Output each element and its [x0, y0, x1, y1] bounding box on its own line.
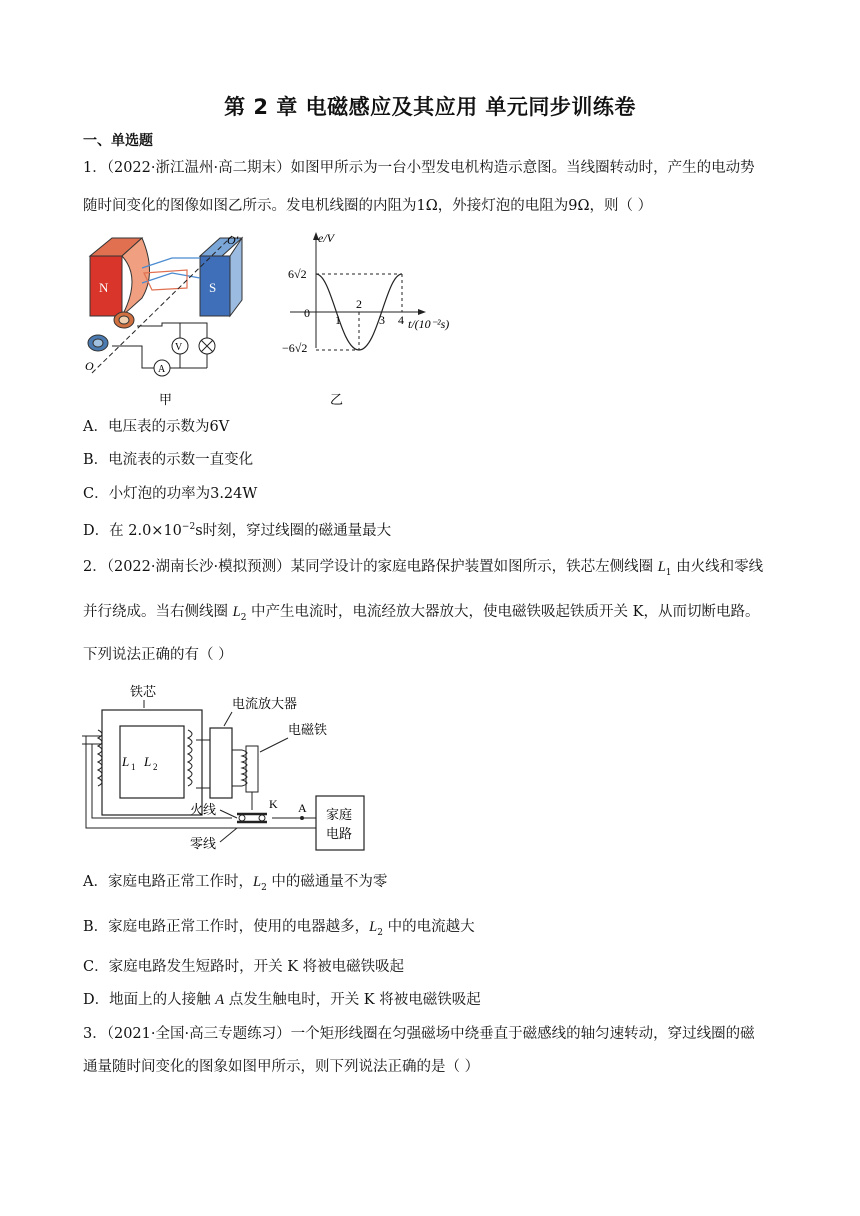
- s-pole-label: S: [209, 280, 217, 295]
- axis-o-prime-label: O′: [227, 233, 239, 247]
- l1-subscript: 1: [131, 762, 136, 772]
- q1-option-d-exponent: −2: [181, 522, 196, 532]
- q2-line2-var: L: [232, 604, 241, 620]
- graph-ymin-label: −6√2: [282, 341, 308, 355]
- q2-line1-sub: 1: [665, 567, 672, 578]
- q2-option-b-sub: 2: [377, 927, 383, 938]
- q1-stem-line-2: 随时间变化的图像如图乙所示。发电机线圈的内阻为1Ω，外接灯泡的电阻为9Ω，则（ ）: [83, 198, 653, 214]
- graph-tick-3: 3: [379, 313, 385, 327]
- q2-option-d-text: D．地面上的人接触: [83, 992, 216, 1008]
- q2-option-d-text-2: 点发生触电时，开关 K 将被电磁铁吸起: [224, 992, 481, 1008]
- q2-line1-text-2: 由火线和零线: [671, 559, 764, 575]
- l2-subscript: 2: [153, 762, 158, 772]
- amplifier-box: [210, 728, 232, 798]
- page-title: 第 2 章 电磁感应及其应用 单元同步训练卷: [224, 95, 636, 119]
- l2-label-text: L: [144, 754, 152, 769]
- q2-option-b: [83, 917, 475, 943]
- q2-option-a-text: A．家庭电路正常工作时，: [83, 874, 253, 890]
- q2-option-d-var: A: [215, 992, 225, 1008]
- n-pole-label: N: [99, 280, 109, 295]
- q2-option-a-sub: 2: [261, 882, 267, 893]
- figure-a-caption: 甲: [159, 392, 173, 407]
- q1-option-b: B．电流表的示数一直变化: [83, 452, 254, 468]
- q1-generator-figure: [82, 228, 272, 408]
- figure-b-caption: 乙: [330, 392, 344, 407]
- graph-tick-2: 2: [356, 297, 362, 311]
- q2-stem-line-2: [83, 602, 759, 628]
- switch-k-label: K: [269, 797, 278, 811]
- core-label: 铁芯: [130, 684, 157, 699]
- q2-option-c: C．家庭电路发生短路时，开关 K 将被电磁铁吸起: [83, 959, 405, 975]
- home-circuit-box: [316, 796, 364, 850]
- q1-emf-graph: [280, 228, 480, 408]
- q1-option-d: [83, 517, 391, 541]
- q2-line1-text: 2．（2022·湖南长沙·模拟预测）某同学设计的家庭电路保护装置如图所示，铁芯左侧线圈: [83, 559, 658, 575]
- q2-option-a-var: L: [252, 874, 262, 890]
- electromagnet: [246, 746, 258, 792]
- q2-line1-var: L: [657, 559, 666, 575]
- l2-label: [143, 754, 151, 769]
- q2-option-b-text: B．家庭电路正常工作时，使用的电器越多，: [83, 919, 370, 935]
- section-heading: 一、单选题: [83, 133, 153, 149]
- q2-line2-sub: 2: [240, 612, 247, 623]
- home-label-2: 电路: [326, 826, 353, 841]
- q1-option-d-text-2: s时刻，穿过线圈的磁通量最大: [195, 522, 392, 539]
- q2-option-a-text-2: 中的磁通量不为零: [266, 874, 388, 890]
- q2-circuit-figure: [82, 680, 382, 860]
- fire-wire-label: 火线: [190, 802, 217, 817]
- graph-x-label: t/(10⁻²s): [408, 317, 450, 331]
- point-a-label: A: [298, 801, 307, 815]
- q1-stem-line-1: 1．（2022·浙江温州·高二期末）如图甲所示为一台小型发电机构造示意图。当线圈转动时，产生的电动势: [83, 160, 755, 176]
- axis-o-label: O: [85, 359, 94, 373]
- q2-option-d: [83, 990, 481, 1010]
- graph-origin-label: 0: [304, 306, 310, 320]
- q2-stem-line-1: [83, 557, 763, 583]
- graph-y-label: e/V: [318, 231, 334, 245]
- q2-line2-text: 并行绕成。当右侧线圈: [83, 604, 233, 620]
- q1-option-d-text: D．在 2.0×10: [83, 522, 182, 539]
- neutral-wire-label: 零线: [190, 836, 217, 851]
- q2-option-b-text-2: 中的电流越大: [382, 919, 475, 935]
- q3-stem-line-2: 通量随时间变化的图象如图甲所示，则下列说法正确的是（ ）: [83, 1059, 480, 1075]
- graph-ymax-label: 6√2: [288, 267, 307, 281]
- amplifier-label: 电流放大器: [232, 696, 298, 711]
- home-label-1: 家庭: [326, 807, 353, 822]
- q2-option-b-var: L: [369, 919, 378, 935]
- l1-label-text: L: [122, 754, 130, 769]
- q2-line2-text-2: 中产生电流时，电流经放大器放大，使电磁铁吸起铁质开关 K，从而切断电路。: [246, 604, 760, 620]
- graph-tick-4: 4: [398, 313, 404, 327]
- graph-tick-1: 1: [335, 313, 341, 327]
- q1-option-a: A．电压表的示数为6V: [83, 419, 230, 435]
- electromagnet-label: 电磁铁: [288, 722, 328, 737]
- q2-stem-line-3: 下列说法正确的有（ ）: [83, 647, 233, 663]
- ammeter-label: A: [158, 364, 166, 375]
- q3-stem-line-1: 3．（2021·全国·高三专题练习）一个矩形线圈在匀强磁场中绕垂直于磁感线的轴匀速转动，穿过线圈的磁: [83, 1026, 755, 1042]
- q2-option-a: [83, 872, 387, 898]
- q1-option-c: C．小灯泡的功率为3.24W: [83, 486, 258, 502]
- l1-label: [121, 754, 129, 769]
- voltmeter-label: V: [175, 342, 183, 353]
